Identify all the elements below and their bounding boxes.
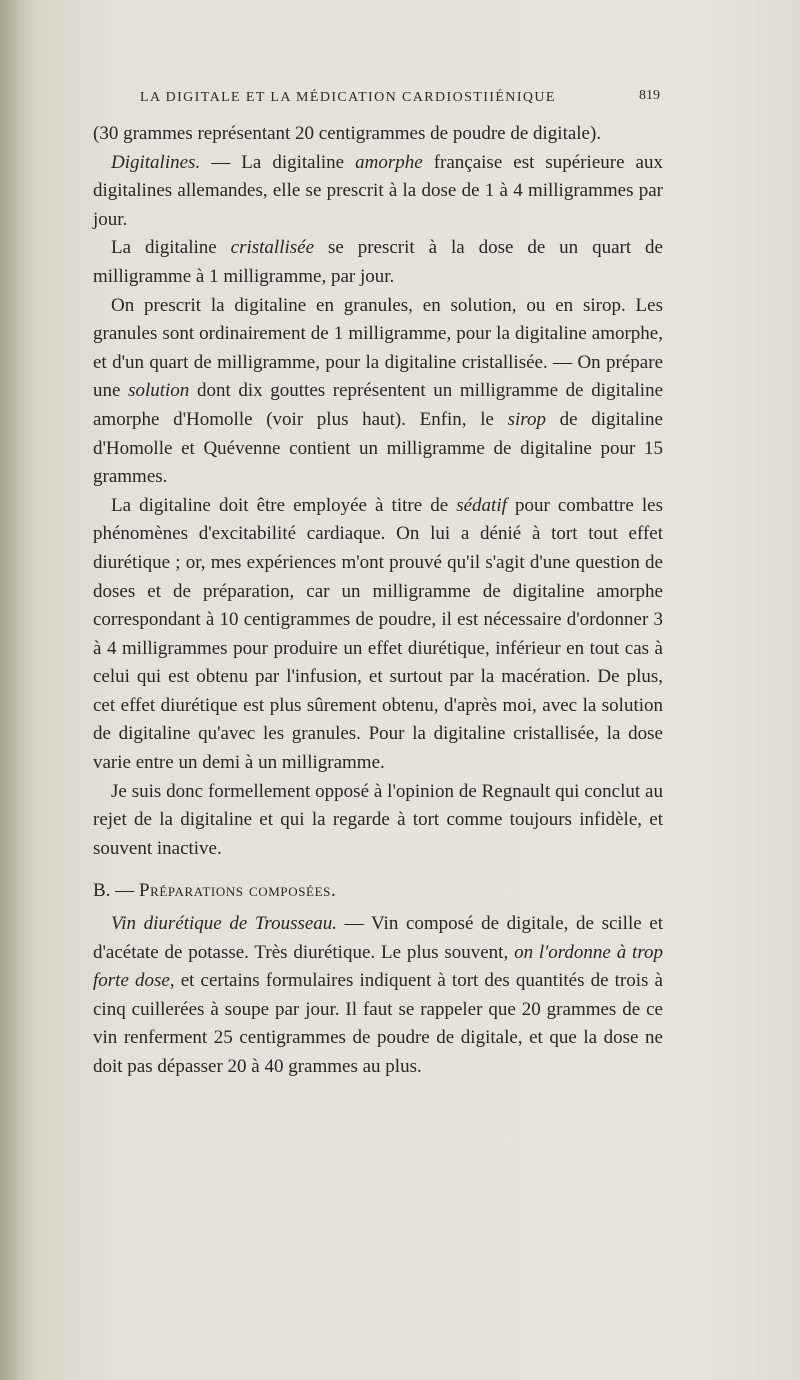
paragraph-text: La digitaline doit être employée à titre de [111,494,457,516]
paragraph-text: , et certains formulaires indiquent à tort des quantités de trois à cinq cuillerées à soupe par jour. Il faut se rappeler que 20 grammes de ce vin renferment 25 centigrammes de poudre de digitale, et que la dose ne doit pas dépasser 20 à 40 grammes au plus. [93,970,663,1077]
running-title: LA DIGITALE ET LA MÉDICATION CARDIOSTIIÉNIQUE [140,90,556,105]
paragraph-text: dont dix gouttes représentent un milligramme de digitaline amorphe d'Homolle (voir plus haut). Enfin, le [93,380,664,430]
paragraph-text: de digitaline d'Homolle et Quévenne contient un milligramme de digitaline pour 15 grammes. [93,408,663,488]
paragraph-cristallisee [93,234,663,291]
paragraph-text: — Vin composé de digitale, de scille et d'acétate de potasse. Très diurétique. Le plus souvent, [93,913,664,963]
paragraph-text: — La digitaline [200,151,356,173]
paragraph-heading: Digitalines. [111,151,201,173]
page-header [140,88,660,106]
paragraph-text: (30 grammes représentant 20 centigrammes de poudre de digitale). [93,123,602,144]
section-heading [93,877,663,906]
section-title: Préparations composées. [138,880,337,902]
paragraph-text: pour combattre les phénomènes d'excitabilité cardiaque. On lui a dénié à tort tout effet diurétique ; or, mes expériences m'ont prouvé qu'il s'agit d'une question de doses et de préparation, car un milligramme de digitaline amorphe correspondant à 10 centigrammes de poudre, il est nécessaire d'ordonner 3 à 4 milligrammes pour produire un effet diurétique, inférieur en tout cas à celui qui est obtenu par l'infusion, et surtout par la macération. De plus, cet effet diurétique est plus sûrement obtenu, d'après moi, avec la solution de digitaline qu'avec les granules. Pour la digitaline cristallisée, la dose varie entre un demi à un milligramme. [93,494,663,774]
paragraph-formes [93,292,663,492]
paragraph-digitalines [93,149,663,235]
body-text [93,120,663,1082]
emphasis-text: solution [128,380,190,402]
paragraph-text: française est supérieure aux digitalines allemandes, elle se prescrit à la dose de 1 à 4 milligrammes par jour. [93,151,663,230]
emphasis-text: sédatif [456,494,507,516]
section-label: B. — [93,880,139,902]
paragraph-text: La digitaline [111,237,231,259]
emphasis-text: cristallisée [230,237,315,259]
emphasis-text: on l'ordonne à trop forte dose [93,941,664,992]
paragraph-heading: Vin diurétique de Trousseau. [111,913,338,935]
page-number: 819 [639,88,660,103]
paragraph-sedatif [93,492,663,778]
paragraph-vin-trousseau [93,910,663,1082]
paragraph-continuation [93,120,663,149]
emphasis-text: amorphe [355,151,423,173]
paragraph-text: se prescrit à la dose de un quart de milligramme à 1 milligramme, par jour. [93,237,663,287]
paragraph-text: On prescrit la digitaline en granules, en solution, ou en sirop. Les granules sont ordinairement de 1 milligramme, pour la digitaline amorphe, et d'un quart de milligramme, pour la digitaline cristallisée. — On prépare une [93,294,663,402]
emphasis-text: sirop [507,408,546,430]
paragraph-text: Je suis donc formellement opposé à l'opinion de Regnault qui conclut au rejet de la digitaline et qui la regarde à tort comme toujours infidèle, et souvent inactive. [93,780,663,859]
paragraph-regnault [93,778,663,864]
page-spine-shadow [0,0,34,1380]
